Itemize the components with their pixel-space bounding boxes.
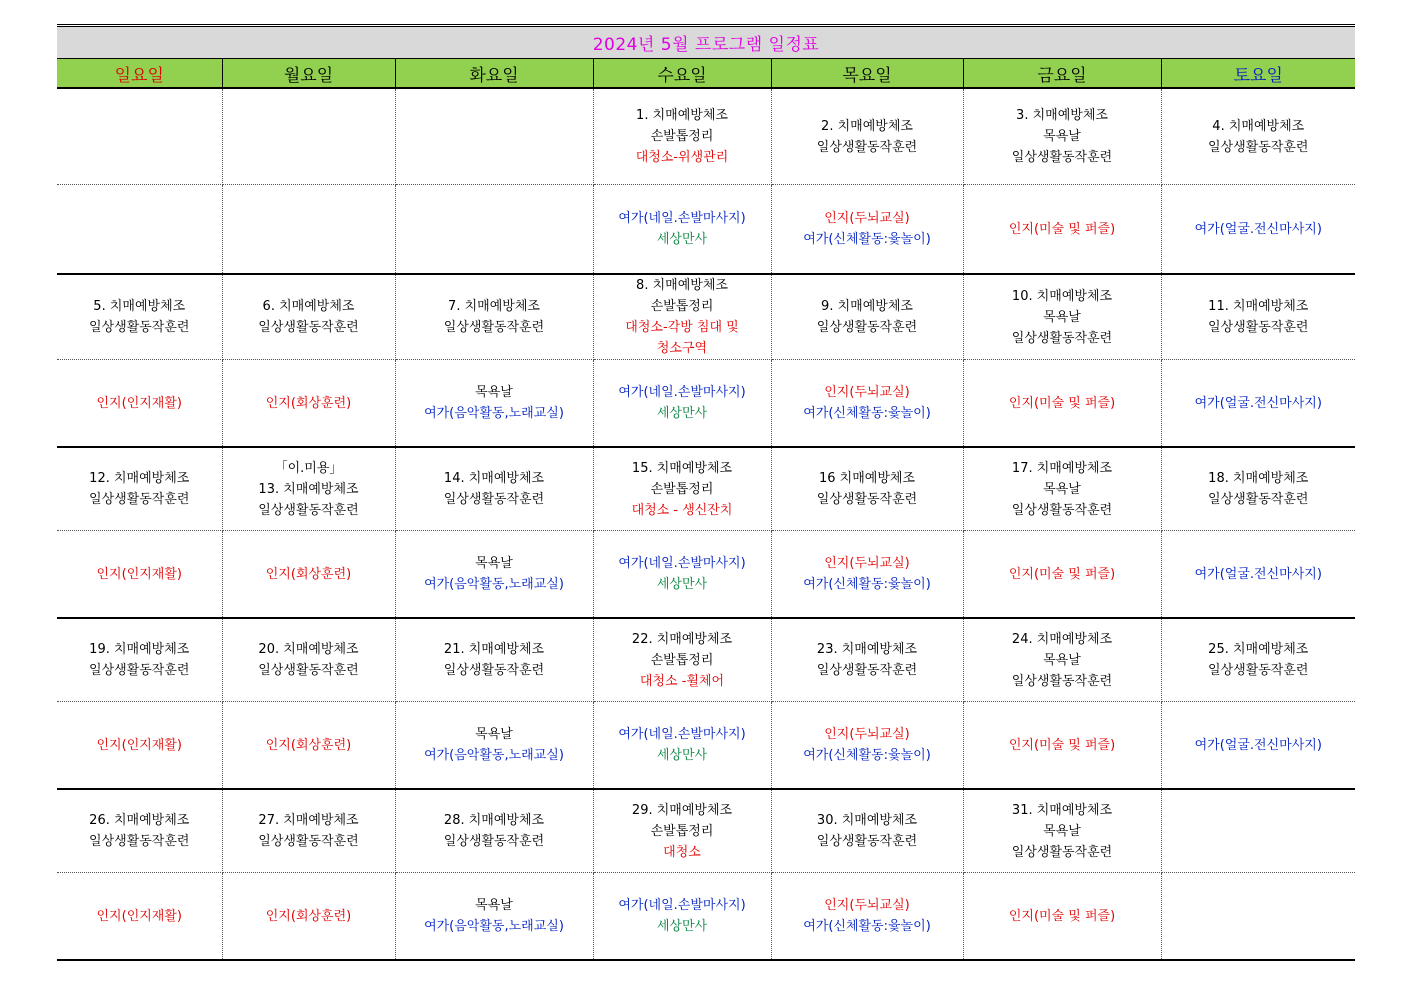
activity-line: 인지(미술 및 퍼즐) [1008, 908, 1116, 924]
activity-line: 인지(회상훈련) [265, 395, 352, 411]
program-line: 30. 치매예방체조 [816, 813, 918, 828]
week-4-bottom-row [57, 702, 1355, 790]
program-line: 9. 치매예방체조 [821, 299, 913, 314]
program-line: 손발톱정리 [650, 481, 714, 497]
day-cell-wed-top [593, 618, 771, 702]
program-line: 31. 치매예방체조 [1011, 802, 1113, 818]
program-line: 목욕날 [1043, 129, 1081, 144]
activity-line: 인지(미술 및 퍼즐) [1008, 395, 1116, 411]
day-cell-sat-bottom [1161, 873, 1355, 961]
program-line: 16 치매예방체조 [818, 471, 916, 486]
activity-line: 인지(회상훈련) [265, 566, 352, 582]
day-cell-sat-bottom [1161, 185, 1355, 275]
activity-line: 여가(신체활동:윷놀이) [803, 232, 931, 247]
program-line: 일상생활동작훈련 [89, 663, 190, 678]
day-cell-sat-top [1161, 789, 1355, 873]
activity-line: 인지(미술 및 퍼즐) [1008, 737, 1116, 753]
week-3-bottom-row [57, 531, 1355, 619]
day-cell-fri-top [963, 88, 1161, 185]
program-line: 11. 치매예방체조 [1208, 299, 1309, 314]
program-line: 15. 치매예방체조 [631, 460, 733, 476]
activity-line: 여가(네일.손발마사지) [618, 211, 746, 226]
program-line: 일상생활동작훈련 [816, 492, 918, 507]
day-cell-fri-bottom [963, 360, 1161, 448]
program-line: 일상생활동작훈련 [258, 502, 359, 518]
day-cell-wed-bottom [593, 531, 771, 619]
day-cell-tue-bottom [395, 185, 593, 275]
schedule-table [57, 59, 1355, 961]
day-cell-thu-bottom [771, 360, 963, 448]
week-5-bottom-row [57, 873, 1355, 961]
day-cell-wed-bottom [593, 185, 771, 275]
program-line: 3. 치매예방체조 [1016, 108, 1108, 123]
activity-line: 인지(두뇌교실) [824, 556, 910, 571]
weekday-header-thu: 목요일 [771, 59, 963, 88]
day-cell-fri-top [963, 274, 1161, 360]
day-cell-sun-top [57, 274, 222, 360]
day-cell-thu-top [771, 789, 963, 873]
program-line: 21. 치매예방체조 [443, 642, 545, 657]
program-line: 8. 치매예방체조 [636, 278, 728, 293]
program-line: 6. 치매예방체조 [262, 299, 355, 314]
day-cell-mon-bottom [222, 360, 395, 448]
week-2-top-row [57, 274, 1355, 360]
program-line: 19. 치매예방체조 [89, 642, 190, 657]
day-cell-mon-bottom [222, 873, 395, 961]
day-cell-sun-bottom [57, 360, 222, 448]
day-cell-tue-bottom [395, 360, 593, 448]
program-line: 10. 치매예방체조 [1011, 288, 1113, 304]
week-1-bottom-row [57, 185, 1355, 275]
day-cell-mon-top [222, 789, 395, 873]
day-cell-sat-bottom [1161, 531, 1355, 619]
activity-line: 세상만사 [656, 406, 708, 421]
program-line: 손발톱정리 [650, 129, 714, 144]
activity-line: 여가(얼굴.전신마사지) [1194, 221, 1322, 237]
weekday-header-fri: 금요일 [963, 59, 1161, 88]
program-line: 7. 치매예방체조 [448, 299, 540, 314]
program-line: 26. 치매예방체조 [89, 813, 190, 828]
day-cell-fri-top [963, 447, 1161, 531]
activity-line: 여가(신체활동:윷놀이) [803, 406, 931, 421]
activity-line: 여가(음악활동,노래교실) [424, 577, 564, 592]
day-cell-sun-bottom [57, 873, 222, 961]
weekday-header-tue: 화요일 [395, 59, 593, 88]
activity-line: 여가(얼굴.전신마사지) [1194, 566, 1322, 582]
day-cell-thu-bottom [771, 702, 963, 790]
program-line: 5. 치매예방체조 [93, 299, 186, 314]
day-cell-sat-top [1161, 447, 1355, 531]
day-cell-fri-bottom [963, 702, 1161, 790]
day-cell-sat-top [1161, 618, 1355, 702]
program-line: 2. 치매예방체조 [821, 118, 913, 134]
program-line: 22. 치매예방체조 [631, 631, 733, 647]
program-line: 일상생활동작훈련 [816, 834, 918, 849]
activity-line: 목욕날 [475, 385, 513, 400]
program-line: 일상생활동작훈련 [258, 834, 359, 849]
program-line: 일상생활동작훈련 [443, 320, 545, 335]
day-cell-tue-bottom [395, 873, 593, 961]
day-cell-wed-top [593, 274, 771, 360]
day-cell-mon-bottom [222, 702, 395, 790]
activity-line: 여가(음악활동,노래교실) [424, 406, 564, 421]
program-line: 1. 치매예방체조 [636, 108, 728, 123]
day-cell-thu-top [771, 447, 963, 531]
program-line: 일상생활동작훈련 [1208, 492, 1309, 507]
activity-line: 인지(두뇌교실) [824, 385, 910, 400]
activity-line: 인지(인지재활) [96, 908, 182, 924]
day-cell-mon-top [222, 88, 395, 185]
program-line: 손발톱정리 [650, 299, 714, 314]
day-cell-tue-top [395, 274, 593, 360]
activity-line: 인지(미술 및 퍼즐) [1008, 221, 1116, 237]
day-cell-fri-bottom [963, 873, 1161, 961]
schedule-title: 2024년 5월 프로그램 일정표 [57, 27, 1355, 59]
program-line: 29. 치매예방체조 [631, 802, 733, 818]
program-line: 24. 치매예방체조 [1011, 631, 1113, 647]
day-cell-sun-bottom [57, 702, 222, 790]
day-cell-fri-bottom [963, 185, 1161, 275]
activity-line: 인지(두뇌교실) [824, 898, 910, 913]
program-line: 목욕날 [1043, 652, 1081, 668]
program-line: 일상생활동작훈련 [1011, 502, 1113, 518]
program-line: 목욕날 [1043, 823, 1081, 839]
program-line: 일상생활동작훈련 [1208, 663, 1309, 678]
day-cell-wed-top [593, 789, 771, 873]
program-line: 일상생활동작훈련 [1208, 139, 1309, 155]
day-cell-fri-top [963, 789, 1161, 873]
program-line: 대청소 -휠체어 [639, 673, 725, 689]
activity-line: 인지(인지재활) [96, 737, 182, 753]
day-cell-thu-top [771, 88, 963, 185]
activity-line: 여가(네일.손발마사지) [618, 385, 746, 400]
day-cell-mon-top [222, 618, 395, 702]
day-cell-wed-bottom [593, 702, 771, 790]
activity-line: 여가(신체활동:윷놀이) [803, 919, 931, 934]
weekday-header-sat: 토요일 [1161, 59, 1355, 88]
schedule-body [57, 88, 1355, 960]
day-cell-tue-top [395, 88, 593, 185]
program-line: 일상생활동작훈련 [89, 492, 190, 507]
program-line: 4. 치매예방체조 [1212, 118, 1305, 134]
program-line: 20. 치매예방체조 [258, 642, 359, 657]
day-cell-tue-top [395, 618, 593, 702]
day-cell-sun-top [57, 447, 222, 531]
program-line: 12. 치매예방체조 [89, 471, 190, 486]
program-line: 일상생활동작훈련 [89, 320, 190, 335]
program-line: 일상생활동작훈련 [1011, 844, 1113, 860]
activity-line: 세상만사 [656, 577, 708, 592]
day-cell-sat-bottom [1161, 702, 1355, 790]
week-1-top-row [57, 88, 1355, 185]
program-line: 일상생활동작훈련 [816, 663, 918, 678]
activity-line: 여가(음악활동,노래교실) [424, 748, 564, 763]
program-line: 손발톱정리 [650, 823, 714, 839]
activity-line: 여가(음악활동,노래교실) [424, 919, 564, 934]
program-line: 대청소 - 생신잔치 [631, 502, 733, 518]
program-line: 18. 치매예방체조 [1208, 471, 1309, 486]
day-cell-sat-bottom [1161, 360, 1355, 448]
day-cell-wed-bottom [593, 360, 771, 448]
day-cell-sat-top [1161, 88, 1355, 185]
activity-line: 인지(회상훈련) [265, 737, 352, 753]
weekday-header-mon: 월요일 [222, 59, 395, 88]
program-line: 대청소 [663, 844, 701, 860]
program-line: 28. 치매예방체조 [443, 813, 545, 828]
day-cell-tue-top [395, 447, 593, 531]
activity-line: 인지(두뇌교실) [824, 211, 910, 226]
program-line: 13. 치매예방체조 [258, 481, 359, 497]
activity-line: 인지(두뇌교실) [824, 727, 910, 742]
activity-line: 목욕날 [475, 556, 513, 571]
program-line: 일상생활동작훈련 [443, 834, 545, 849]
activity-line: 여가(얼굴.전신마사지) [1194, 395, 1322, 411]
day-cell-sat-top [1161, 274, 1355, 360]
activity-line: 세상만사 [656, 232, 708, 247]
weekday-header-sun: 일요일 [57, 59, 222, 88]
day-cell-thu-bottom [771, 531, 963, 619]
program-line: 일상생활동작훈련 [1208, 320, 1309, 335]
activity-line: 여가(네일.손발마사지) [618, 727, 746, 742]
program-line: 목욕날 [1043, 481, 1081, 497]
day-cell-sun-top [57, 618, 222, 702]
weekday-header-row [57, 59, 1355, 88]
day-cell-wed-bottom [593, 873, 771, 961]
program-line: 27. 치매예방체조 [258, 813, 359, 828]
activity-line: 여가(네일.손발마사지) [618, 556, 746, 571]
program-line: 일상생활동작훈련 [1011, 330, 1113, 346]
activity-line: 여가(신체활동:윷놀이) [803, 577, 931, 592]
program-line: 목욕날 [1043, 309, 1081, 325]
program-line: 일상생활동작훈련 [258, 320, 359, 335]
program-line: 일상생활동작훈련 [443, 663, 545, 678]
activity-line: 여가(네일.손발마사지) [618, 898, 746, 913]
weekday-header-wed: 수요일 [593, 59, 771, 88]
program-line: 대청소-각방 침대 및 [625, 320, 739, 335]
day-cell-mon-bottom [222, 531, 395, 619]
program-line: 일상생활동작훈련 [816, 320, 918, 335]
program-line: 청소구역 [656, 341, 708, 356]
day-cell-mon-top [222, 447, 395, 531]
day-cell-sun-bottom [57, 531, 222, 619]
program-line: 「이.미용」 [274, 460, 343, 476]
program-line: 23. 치매예방체조 [816, 642, 918, 657]
activity-line: 인지(회상훈련) [265, 908, 352, 924]
week-2-bottom-row [57, 360, 1355, 448]
week-5-top-row [57, 789, 1355, 873]
day-cell-thu-top [771, 618, 963, 702]
program-line: 17. 치매예방체조 [1011, 460, 1113, 476]
day-cell-sun-top [57, 88, 222, 185]
activity-line: 여가(얼굴.전신마사지) [1194, 737, 1322, 753]
day-cell-thu-bottom [771, 185, 963, 275]
program-line: 일상생활동작훈련 [1011, 673, 1113, 689]
schedule-sheet [57, 24, 1355, 961]
day-cell-fri-bottom [963, 531, 1161, 619]
program-line: 일상생활동작훈련 [443, 492, 545, 507]
program-line: 일상생활동작훈련 [258, 663, 359, 678]
program-line: 대청소-위생관리 [635, 150, 729, 165]
activity-line: 인지(인지재활) [96, 566, 182, 582]
day-cell-thu-bottom [771, 873, 963, 961]
program-line: 일상생활동작훈련 [89, 834, 190, 849]
activity-line: 인지(인지재활) [96, 395, 182, 411]
program-line: 일상생활동작훈련 [816, 139, 918, 155]
week-4-top-row [57, 618, 1355, 702]
day-cell-tue-bottom [395, 531, 593, 619]
program-line: 14. 치매예방체조 [443, 471, 545, 486]
day-cell-tue-bottom [395, 702, 593, 790]
day-cell-mon-bottom [222, 185, 395, 275]
day-cell-sun-top [57, 789, 222, 873]
activity-line: 여가(신체활동:윷놀이) [803, 748, 931, 763]
activity-line: 인지(미술 및 퍼즐) [1008, 566, 1116, 582]
activity-line: 목욕날 [475, 727, 513, 742]
day-cell-tue-top [395, 789, 593, 873]
day-cell-sun-bottom [57, 185, 222, 275]
day-cell-wed-top [593, 88, 771, 185]
program-line: 일상생활동작훈련 [1011, 150, 1113, 165]
program-line: 손발톱정리 [650, 652, 714, 668]
day-cell-mon-top [222, 274, 395, 360]
day-cell-fri-top [963, 618, 1161, 702]
week-3-top-row [57, 447, 1355, 531]
activity-line: 세상만사 [656, 748, 708, 763]
activity-line: 목욕날 [475, 898, 513, 913]
activity-line: 세상만사 [656, 919, 708, 934]
day-cell-wed-top [593, 447, 771, 531]
program-line: 25. 치매예방체조 [1208, 642, 1309, 657]
day-cell-thu-top [771, 274, 963, 360]
